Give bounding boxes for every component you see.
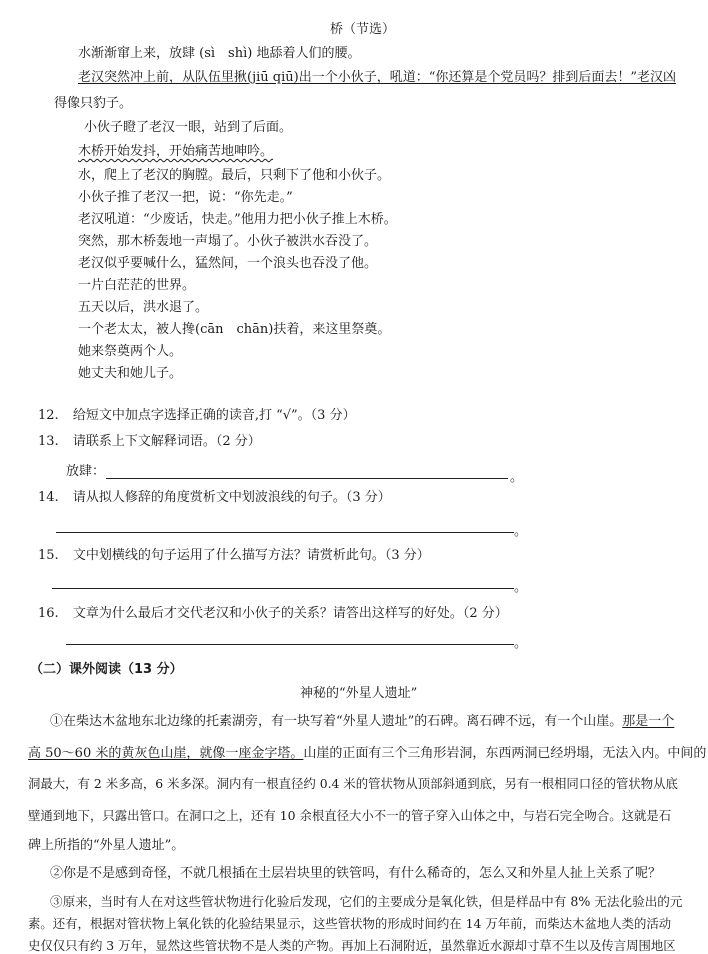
text-segment: 山崖的正面有三个三角形岩洞，东西两洞已经坍塌，无法入内。中间的 [303, 746, 707, 761]
underlined-text: 那是一个 [622, 714, 675, 729]
paragraph-line: 史仅仅只有约 3 万年，显然这些管状物不是人类的产物。再加上石洞附近，虽然靠近水源却寸草不生以及传言周围地区 [28, 938, 676, 953]
section-header: （二）课外阅读（13 分） [30, 662, 183, 677]
paragraph-line: 碑上所指的“外星人遗址”。 [28, 838, 185, 853]
question-number: 15. [38, 548, 59, 563]
question-text: 给短文中加点字选择正确的读音,打 “√”。（3 分） [72, 408, 356, 423]
question-14 [38, 490, 391, 506]
period: 。 [514, 580, 528, 595]
paragraph-line: ③原来，当时有人在对这些管状物进行化验后发现，它们的主要成分是氧化铁，但是样品中有 8% 无法化验出的元 [50, 894, 683, 909]
paragraph-line: 水，爬上了老汉的胸膛。最后，只剩下了他和小伙子。 [78, 168, 391, 183]
paragraph-line [50, 714, 674, 730]
q13-answer-line[interactable] [106, 478, 508, 479]
question-text: 文章为什么最后才交代老汉和小伙子的关系？请答出这样写的好处。（2 分） [72, 606, 508, 621]
question-number: 12. [38, 408, 59, 423]
paragraph-line: 一片白茫茫的世界。 [78, 278, 196, 293]
paragraph-line: 突然，那木桥轰地一声塌了。小伙子被洪水吞没了。 [78, 234, 378, 249]
question-12 [38, 408, 356, 424]
paragraph-line: 五天以后，洪水退了。 [78, 300, 209, 315]
paragraph-line: ②你是不是感到奇怪，不就几根插在土层岩块里的铁管吗，有什么稀奇的，怎么又和外星人扯上关系了呢？ [50, 866, 662, 881]
question-16 [38, 606, 508, 622]
text-segment: ①在柴达木盆地东北边缘的托素湖旁，有一块写着“外星人遗址”的石碑。离石碑不远，有一个山崖。 [50, 714, 623, 729]
paragraph-line: 素。还有，根据对管状物上氧化铁的化验结果显示，这些管状物的形成时间约在 14 万年前，而柴达木盆地人类的活动 [28, 916, 672, 931]
paragraph-line: 一个老太太，被人搀(cān chān)扶着，来这里祭奠。 [78, 322, 391, 337]
question-text: 请联系上下文解释词语。（2 分） [72, 434, 261, 449]
wavy-underlined-sentence: 木桥开始发抖，开始痛苦地呻吟。 [78, 144, 274, 159]
paragraph-line: 洞最大，有 2 米多高，6 米多深。洞内有一根直径约 0.4 米的管状物从顶部斜通到底，另有一根相同口径的管状物从底 [28, 776, 678, 791]
q13-label: 放肆： [66, 464, 106, 479]
q14-answer-line[interactable] [56, 532, 514, 533]
period: 。 [514, 524, 528, 539]
passage-title: 神秘的“外星人遗址” [300, 686, 418, 701]
paragraph-line: 她来祭奠两个人。 [78, 344, 183, 359]
question-13 [38, 434, 261, 450]
paragraph-line: 小伙子瞪了老汉一眼，站到了后面。 [84, 120, 293, 135]
question-number: 13. [38, 434, 59, 449]
paragraph-line: 小伙子推了老汉一把，说：“你先走。” [78, 190, 293, 205]
question-text: 文中划横线的句子运用了什么描写方法？请赏析此句。（3 分） [72, 548, 430, 563]
paragraph-line: 水渐渐窜上来，放肆 (sì shì) 地舔着人们的腰。 [78, 46, 361, 61]
paragraph-line: 老汉似乎要喊什么，猛然间，一个浪头也吞没了他。 [78, 256, 378, 271]
question-text: 请从拟人修辞的角度赏析文中划波浪线的句子。（3 分） [72, 490, 391, 505]
question-number: 14. [38, 490, 59, 505]
paragraph-line: 老汉吼道：“少废话，快走。”他用力把小伙子推上木桥。 [78, 212, 397, 227]
question-15 [38, 548, 430, 564]
passage-title: 桥（节选） [330, 22, 396, 37]
underlined-text: 高 50～60 米的黄灰色山崖，就像一座金字塔。 [28, 746, 304, 761]
period: 。 [514, 636, 528, 651]
period: 。 [510, 470, 524, 485]
paragraph-line: 她丈夫和她儿子。 [78, 366, 183, 381]
q15-answer-line[interactable] [52, 588, 514, 589]
paragraph-line: 壁通到地下，只露出管口。在洞口之上，还有 10 余根直径大小不一的管子穿入山体之中，与岩石完全吻合。这就是石 [28, 808, 672, 823]
underlined-sentence: 老汉突然冲上前，从队伍里揪(jiū qiū)出一个小伙子，吼道：“你还算是个党员吗？排到后面去！”老汉凶 [78, 70, 676, 85]
paragraph-line [28, 746, 706, 762]
q16-answer-line[interactable] [66, 644, 514, 645]
paragraph-line: 得像只豹子。 [54, 96, 133, 111]
question-number: 16. [38, 606, 59, 621]
